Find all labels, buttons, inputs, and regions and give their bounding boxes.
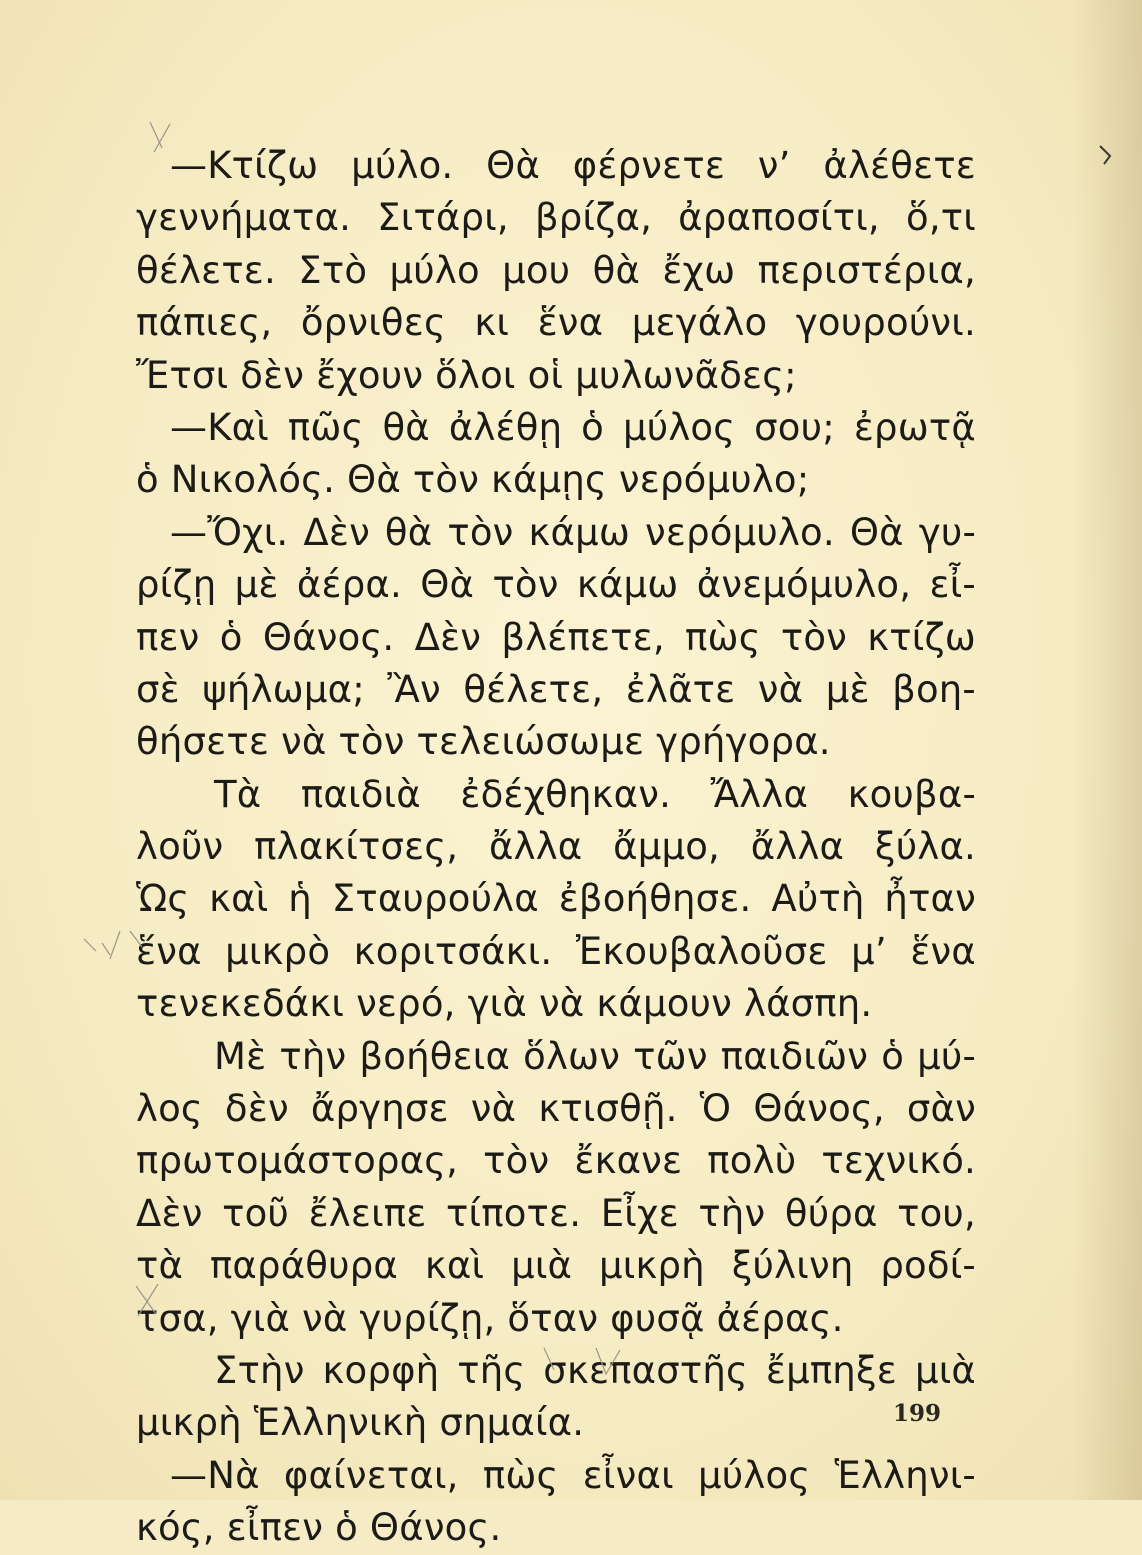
page-number: 199 (893, 1400, 942, 1427)
text-line: γεννήματα. Σιτάρι, βρίζα, ἀραποσίτι, ὅ,τι (136, 196, 976, 240)
pencil-mark-top-left (140, 118, 180, 158)
pencil-mark-left-middle (80, 925, 150, 965)
text-line: πάπιες, ὄρνιθες κι ἕνα μεγάλο γουρούνι. (136, 301, 976, 345)
text-line: λος δὲν ἄργησε νὰ κτισθῇ. Ὁ Θάνος, σὰν (136, 1087, 976, 1131)
text-line: θήσετε νὰ τὸν τελειώσωμε γρήγορα. (136, 720, 831, 764)
text-line: —Κτίζω μύλο. Θὰ φέρνετε ν’ ἀλέθετε (170, 144, 976, 187)
text-line: Δὲν τοῦ ἔλειπε τίποτε. Εἶχε τὴν θύρα του, (136, 1191, 976, 1235)
pencil-mark-bottom-right (540, 1340, 630, 1380)
text-line: κός, εἶπεν ὁ Θάνος. (136, 1506, 502, 1550)
text-line: Μὲ τὴν βοήθεια ὅλων τῶν παιδιῶν ὁ μύ- (214, 1034, 976, 1078)
text-line: τσα, γιὰ νὰ γυρίζῃ, ὅταν φυσᾷ ἀέρας. (136, 1296, 844, 1340)
text-line: —Καὶ πῶς θὰ ἀλέθῃ ὁ μύλος σου; ἐρωτᾷ (170, 405, 976, 449)
text-line: Τὰ παιδιὰ ἐδέχθηκαν. Ἄλλα κουβα- (214, 772, 976, 816)
page-edge-shadow (1072, 0, 1142, 1500)
text-line: ὁ Νικολός. Θὰ τὸν κάμῃς νερόμυλο; (136, 458, 810, 502)
pencil-mark-bottom-left (128, 1280, 168, 1320)
text-line: Στὴν κορφὴ τῆς σκεπαστῆς ἔμπηξε μιὰ (214, 1348, 976, 1392)
text-line: ρίζῃ μὲ ἀέρα. Θὰ τὸν κάμω ἀνεμόμυλο, εἶ- (136, 563, 976, 607)
text-line: Ἔτσι δὲν ἔχουν ὅλοι οἱ μυλωνᾶδες; (136, 353, 797, 397)
text-line: πεν ὁ Θάνος. Δὲν βλέπετε, πὼς τὸν κτίζω (136, 615, 976, 659)
text-line: σὲ ψήλωμα; Ἂν θέλετε, ἐλᾶτε νὰ μὲ βοη- (136, 667, 976, 711)
pencil-mark-top-right (1096, 140, 1120, 170)
text-line: Ὡς καὶ ἡ Σταυρούλα ἐβοήθησε. Αὐτὴ ἦταν (136, 877, 976, 921)
text-line: —Ὄχι. Δὲν θὰ τὸν κάμω νερόμυλο. Θὰ γυ- (170, 510, 976, 554)
text-line: πρωτομάστορας, τὸν ἔκανε πολὺ τεχνικό. (136, 1139, 976, 1183)
text-line: λοῦν πλακίτσες, ἄλλα ἄμμο, ἄλλα ξύλα. (136, 825, 976, 869)
text-line: ἕνα μικρὸ κοριτσάκι. Ἐκουβαλοῦσε μ’ ἕνα (136, 929, 976, 973)
text-line: μικρὴ Ἑλληνικὴ σημαία. (136, 1401, 585, 1445)
text-line: τὰ παράθυρα καὶ μιὰ μικρὴ ξύλινη ροδί- (136, 1244, 976, 1288)
text-line: τενεκεδάκι νερό, γιὰ νὰ κάμουν λάσπη. (136, 982, 873, 1026)
text-line: θέλετε. Στὸ μύλο μου θὰ ἔχω περιστέρια, (136, 248, 976, 292)
text-line: —Νὰ φαίνεται, πὼς εἶναι μύλος Ἑλληνι- (170, 1453, 976, 1497)
